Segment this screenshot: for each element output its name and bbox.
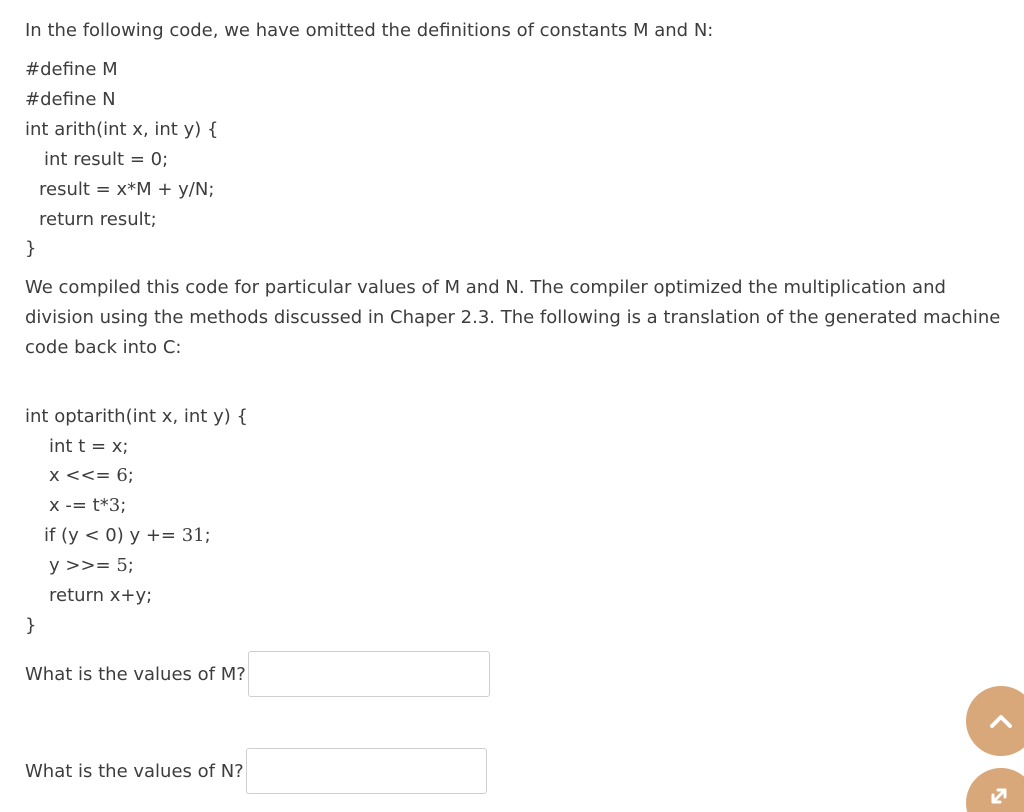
code2-shift-left-text: x <<= — [49, 465, 117, 486]
code2-line-bias — [44, 521, 211, 551]
code1-line-define-n: #define N — [25, 89, 116, 110]
code2-bias-number: 31 — [181, 525, 205, 546]
scroll-to-top-button[interactable] — [966, 686, 1024, 756]
code2-line-signature: int optarith(int x, int y) { — [25, 406, 248, 427]
intro-text: In the following code, we have omitted the definitions of constants M and N: — [25, 20, 714, 41]
code2-shift-right-number: 5 — [116, 555, 128, 576]
question-n-label: What is the values of N? — [25, 761, 244, 782]
code1-line-signature: int arith(int x, int y) { — [25, 119, 219, 140]
code1-line-compute: result = x*M + y/N; — [39, 179, 215, 200]
code2-shift-left-number: 6 — [116, 465, 128, 486]
code1-line-close: } — [25, 238, 37, 259]
code2-line-assign: int t = x; — [49, 436, 129, 457]
question-m-label: What is the values of M? — [25, 664, 246, 685]
code2-subtract-text: x -= t* — [49, 495, 109, 516]
answer-n-input[interactable] — [246, 748, 487, 794]
explanation-paragraph: We compiled this code for particular values of M and N. The compiler optimized the multiplication and division using the methods discussed in Chaper 2.3. The following is a translation of the generated machine code back into C: — [25, 277, 1001, 358]
code2-line-return: return x+y; — [49, 585, 153, 606]
code2-line-close: } — [25, 615, 37, 636]
chevron-up-icon — [989, 713, 1013, 729]
answer-m-input[interactable] — [248, 651, 490, 697]
code1-line-return: return result; — [39, 209, 157, 230]
code2-line-shift-left — [49, 461, 134, 491]
code1-line-init: int result = 0; — [44, 149, 169, 170]
code2-shift-left-semicolon: ; — [127, 465, 134, 486]
code2-line-subtract — [49, 491, 126, 521]
code2-bias-text: if (y < 0) y += — [44, 525, 182, 546]
expand-icon — [985, 782, 1013, 810]
code2-subtract-number: 3 — [108, 495, 121, 516]
expand-button[interactable] — [966, 768, 1024, 812]
code2-shift-right-semicolon: ; — [127, 555, 134, 576]
code2-bias-semicolon: ; — [204, 525, 211, 546]
code1-line-define-m: #define M — [25, 59, 118, 80]
code2-line-shift-right — [49, 551, 134, 581]
code2-shift-right-text: y >>= — [49, 555, 117, 576]
code2-subtract-semicolon: ; — [120, 495, 127, 516]
